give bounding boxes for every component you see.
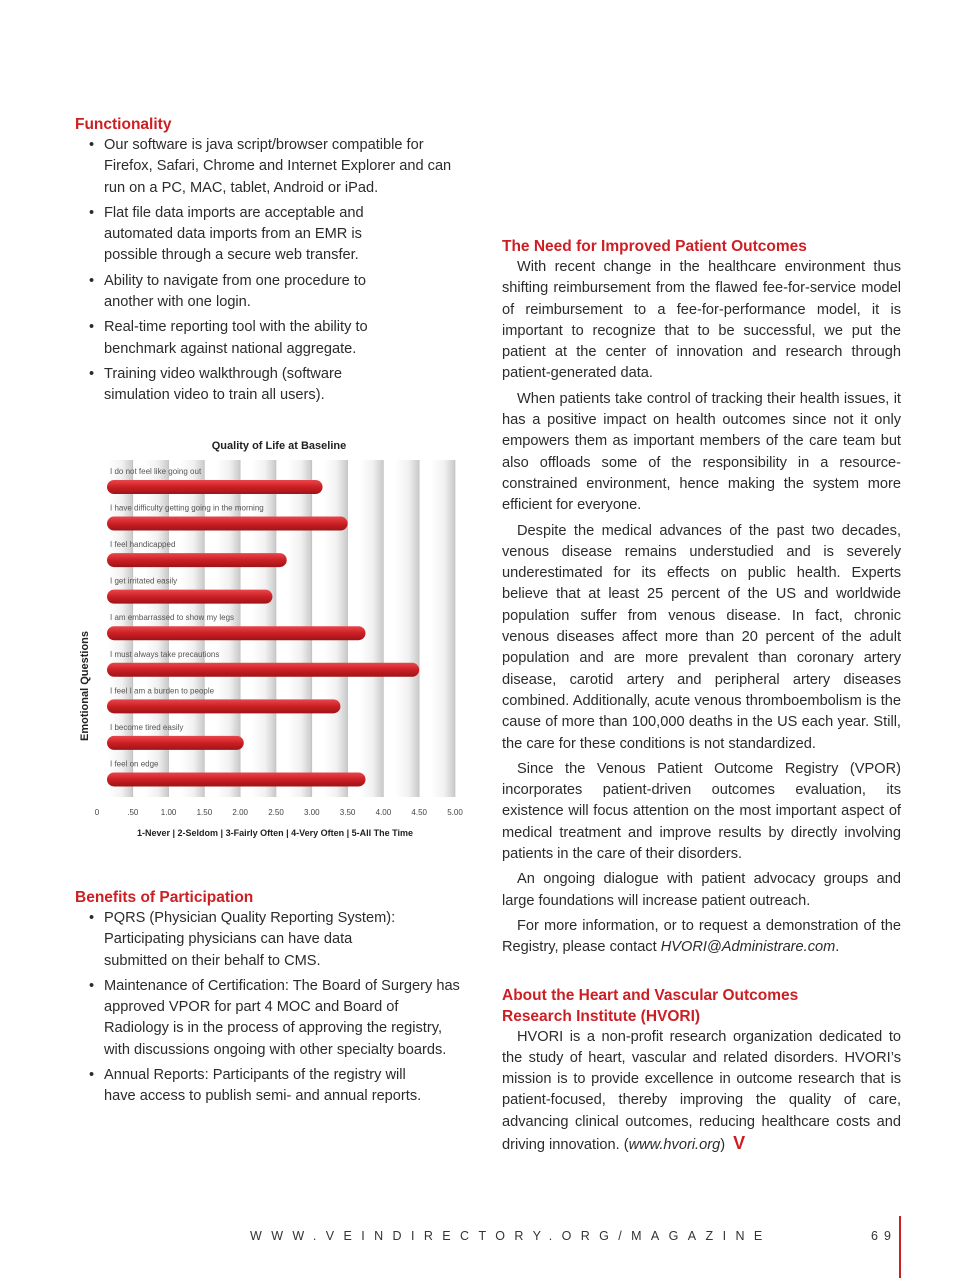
- end-mark: V: [733, 1132, 746, 1153]
- x-tick-label: 1.00: [160, 808, 177, 817]
- functionality-list: [75, 135, 460, 407]
- category-label: I get irritated easily: [110, 576, 178, 586]
- hvori-link[interactable]: www.hvori.org: [628, 1136, 721, 1153]
- need-heading: The Need for Improved Patient Outcomes: [502, 238, 807, 255]
- chart-y-axis-label: Emotional Questions: [79, 631, 91, 742]
- category-label: I feel on edge: [110, 759, 159, 769]
- list-item: • Annual Reports: Participants of the registry will have access to publish semi- and annual reports.: [75, 1065, 467, 1108]
- x-tick-label: 2.50: [268, 808, 284, 817]
- category-label: I do not feel like going out: [110, 467, 202, 476]
- list-item: • Real-time reporting tool with the ability to benchmark against national aggregate.: [75, 317, 460, 360]
- x-tick-label: 5.00: [447, 808, 463, 817]
- gridline-band: [395, 460, 419, 797]
- benefits-list: [75, 908, 467, 1108]
- paragraph: Since the Venous Patient Outcome Registry (VPOR) incorporates patient-driven outcomes evaluation, its existence will focus attention on the most important aspect of medical treatment and improve results by directly involving patients in the care of their disorders.: [502, 760, 901, 863]
- list-item: • PQRS (Physician Quality Reporting System): Participating physicians can have data submitted on their behalf to CMS.: [75, 908, 467, 972]
- list-item: • Ability to navigate from one procedure to another with one login.: [75, 271, 460, 314]
- gridline-band: [431, 460, 455, 797]
- x-tick-label: 4.00: [375, 808, 392, 817]
- benefits-heading: Benefits of Participation: [75, 889, 254, 906]
- bar: [107, 626, 366, 640]
- list-item: • Maintenance of Certification: The Board of Surgery has approved VPOR for part 4 MOC and Board of Radiology is in the process of approving the registry, with discussions ongoing with other specialty boards.: [75, 976, 467, 1061]
- page-number: 69: [871, 1229, 897, 1243]
- category-label: I am embarrassed to show my legs: [110, 613, 235, 623]
- list-item: • Our software is java script/browser compatible for Firefox, Safari, Chrome and Internet Explorer and can run on a PC, MAC, tablet, Android or iPad.: [75, 135, 460, 199]
- x-tick-label: 1.50: [196, 808, 213, 817]
- footer-rule: [899, 1216, 901, 1278]
- bar: [107, 480, 323, 494]
- x-tick-label: 2.00: [232, 808, 248, 817]
- x-tick-label: 4.50: [411, 808, 427, 817]
- x-tick-label: 3.00: [304, 808, 320, 817]
- category-label: I become tired easily: [110, 722, 184, 732]
- category-label: I feel I am a burden to people: [110, 686, 215, 696]
- contact-email[interactable]: HVORI@Administrare.com: [660, 939, 836, 956]
- about-paragraph: HVORI is a non-profit research organization dedicated to the study of heart, vascular and related disorders. HVORI’s mission is to provide excellence in outcome research that is patient-focused, thereby improving the quality of care, advancing clinical outcomes, reducing healthcare costs and driving innovation. (www.hvori.org) V: [502, 1028, 901, 1153]
- functionality-section: [75, 114, 460, 411]
- category-label: I feel handicapped: [110, 540, 176, 550]
- chart-plot: [70, 435, 475, 830]
- footer-url: WWW.VEINDIRECTORY.ORG/MAGAZINE: [250, 1229, 772, 1243]
- bar: [107, 663, 419, 677]
- category-label: I must always take precautions: [110, 649, 220, 659]
- bar: [107, 772, 366, 786]
- paragraph: When patients take control of tracking their health issues, it has a positive impact on health outcomes since not it only empowers them as important members of the care team but also offloads some of the responsibility in a resource-constrained environment, hence making the system more efficient for everyone.: [502, 390, 901, 514]
- chart-x-axis-label: 1-Never | 2-Seldom | 3-Fairly Often | 4-Very Often | 5-All The Time: [137, 828, 413, 838]
- list-item: • Training video walkthrough (software simulation video to train all users).: [75, 364, 460, 407]
- paragraph: With recent change in the healthcare environment thus shifting reimbursement from the flawed fee-for-service model of reimbursement to a fee-for-performance model, it is important to recognize that to be successful, we put the patient at the center of innovation and research through patient-generated data.: [502, 259, 901, 382]
- paragraph: An ongoing dialogue with patient advocacy groups and large foundations will increase patient outreach.: [502, 871, 901, 909]
- benefits-section: [75, 887, 467, 1112]
- bar: [107, 736, 244, 750]
- contact-paragraph: For more information, or to request a demonstration of the Registry, please contact HVORI@Administrare.com.: [502, 917, 901, 956]
- x-tick-label: .50: [127, 808, 139, 817]
- bar: [107, 517, 348, 531]
- x-tick-label: 0: [94, 808, 100, 817]
- chart-title: Quality of Life at Baseline: [211, 440, 347, 452]
- paragraph: Despite the medical advances of the past two decades, venous disease remains understudied and is severely underestimated for its effects on public health. Experts believe that at least 25 percent of the US and worldwide population suffer from venous disease. In fact, chronic venous diseases affect more than 20 percent of the adult population and are more prevalent than coronary artery disease, carotid artery and peripheral artery diseases combined. Additionally, acute venous thromboembolism is the cause of more than 100,000 deaths in the US each year. Still, the care for these conditions is not standardized.: [502, 522, 901, 752]
- bar: [107, 590, 272, 604]
- list-item: • Flat file data imports are acceptable and automated data imports from an EMR is possible through a secure web transfer.: [75, 203, 460, 267]
- about-heading: About the Heart and Vascular Outcomes Research Institute (HVORI): [502, 986, 799, 1025]
- chart-container: [70, 435, 475, 845]
- category-label: I have difficulty getting going in the morning: [110, 503, 264, 513]
- bar: [107, 553, 287, 567]
- bar: [107, 699, 340, 713]
- functionality-heading: Functionality: [75, 116, 172, 133]
- x-tick-label: 3.50: [339, 808, 356, 817]
- right-column: [502, 236, 901, 1160]
